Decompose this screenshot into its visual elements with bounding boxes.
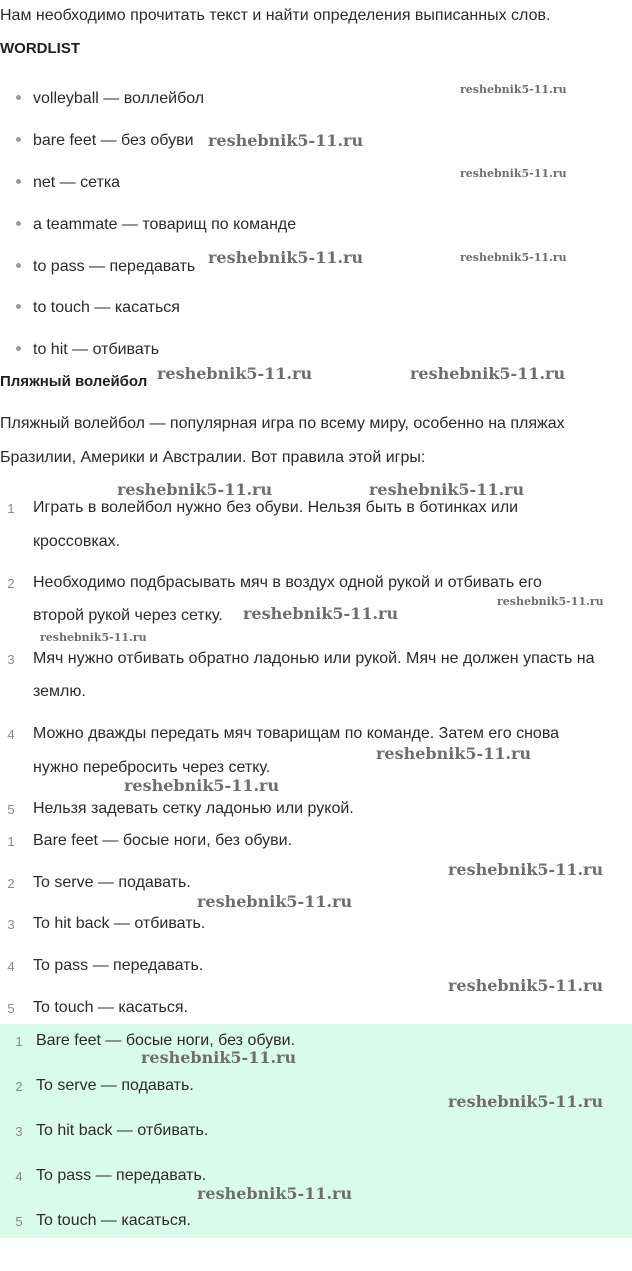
watermark: reshebnik5-11.ru <box>497 595 604 608</box>
list-number: 1 <box>7 834 15 849</box>
answer-item: To hit back — отбивать. <box>36 1122 209 1139</box>
list-number: 3 <box>7 652 15 667</box>
watermark: reshebnik5-11.ru <box>369 480 525 499</box>
wordlist-item: net — сетка <box>16 174 120 192</box>
list-number: 1 <box>7 501 15 516</box>
wordlist-item: volleyball — воллейбол <box>16 90 204 108</box>
list-number: 2 <box>7 876 15 891</box>
watermark: reshebnik5-11.ru <box>376 744 532 763</box>
watermark: reshebnik5-11.ru <box>448 976 604 995</box>
rule-item: Играть в волейбол нужно без обуви. Нельзя быть в ботинках или <box>33 499 519 516</box>
watermark: reshebnik5-11.ru <box>448 860 604 879</box>
answer-item: To pass — передавать. <box>33 957 204 974</box>
watermark: reshebnik5-11.ru <box>460 251 567 264</box>
rule-item: Нельзя задевать сетку ладонью или рукой. <box>33 800 354 817</box>
wordlist-item: to pass — передавать <box>16 258 195 276</box>
answer-item: Bare feet — босые ноги, без обуви. <box>36 1032 296 1049</box>
list-number: 1 <box>15 1034 23 1049</box>
rule-item: Мяч нужно отбивать обратно ладонью или рукой. Мяч не должен упасть на <box>33 650 595 667</box>
rule-item: Необходимо подбрасывать мяч в воздух одной рукой и отбивать его <box>33 574 542 591</box>
bullet-icon <box>16 304 21 309</box>
list-number: 2 <box>15 1079 23 1094</box>
bullet-icon <box>16 263 21 268</box>
rule-item-continuation: второй рукой через сетку. <box>33 607 223 624</box>
watermark: reshebnik5-11.ru <box>410 364 566 383</box>
answer-item: To hit back — отбивать. <box>33 915 206 932</box>
bullet-icon <box>16 95 21 100</box>
watermark: reshebnik5-11.ru <box>40 631 147 644</box>
watermark: reshebnik5-11.ru <box>460 83 567 96</box>
watermark: reshebnik5-11.ru <box>208 131 364 150</box>
rule-item-continuation: землю. <box>33 683 86 700</box>
answer-item: To serve — подавать. <box>36 1077 194 1094</box>
section-heading: Пляжный волейбол <box>0 373 148 390</box>
rule-item: Можно дважды передать мяч товарищам по команде. Затем его снова <box>33 725 560 742</box>
rule-item-continuation: нужно перебросить через сетку. <box>33 759 271 776</box>
answer-item: Bare feet — босые ноги, без обуви. <box>33 832 293 849</box>
bullet-icon <box>16 179 21 184</box>
wordlist-item: to touch — касаться <box>16 299 180 317</box>
answer-item: To pass — передавать. <box>36 1167 207 1184</box>
watermark: reshebnik5-11.ru <box>448 1092 604 1111</box>
list-number: 5 <box>7 802 15 817</box>
watermark: reshebnik5-11.ru <box>117 480 273 499</box>
watermark: reshebnik5-11.ru <box>460 167 567 180</box>
wordlist-item: to hit — отбивать <box>16 341 159 359</box>
bullet-icon <box>16 221 21 226</box>
highlighted-answer-block <box>0 1024 632 1238</box>
list-number: 2 <box>7 576 15 591</box>
watermark: reshebnik5-11.ru <box>124 776 280 795</box>
wordlist-item: a teammate — товарищ по команде <box>16 216 296 234</box>
list-number: 3 <box>7 917 15 932</box>
answer-item: To touch — касаться. <box>36 1212 191 1229</box>
bullet-icon <box>16 137 21 142</box>
list-number: 4 <box>7 959 15 974</box>
answer-item: To serve — подавать. <box>33 874 191 891</box>
watermark: reshebnik5-11.ru <box>197 892 353 911</box>
watermark: reshebnik5-11.ru <box>141 1048 297 1067</box>
watermark: reshebnik5-11.ru <box>157 364 313 383</box>
list-number: 5 <box>15 1214 23 1229</box>
list-number: 5 <box>7 1001 15 1016</box>
watermark: reshebnik5-11.ru <box>208 248 364 267</box>
list-number: 4 <box>7 727 15 742</box>
wordlist-item: bare feet — без обуви <box>16 132 194 150</box>
wordlist-heading: WORDLIST <box>0 40 80 57</box>
paragraph-line: Пляжный волейбол — популярная игра по всему миру, особенно на пляжах <box>0 415 565 432</box>
answer-item: To touch — касаться. <box>33 999 188 1016</box>
list-number: 4 <box>15 1169 23 1184</box>
intro-text: Нам необходимо прочитать текст и найти определения выписанных слов. <box>0 7 551 24</box>
bullet-icon <box>16 346 21 351</box>
watermark: reshebnik5-11.ru <box>197 1184 353 1203</box>
watermark: reshebnik5-11.ru <box>243 604 399 623</box>
rule-item-continuation: кроссовках. <box>33 533 121 550</box>
list-number: 3 <box>15 1124 23 1139</box>
paragraph-line: Бразилии, Америки и Австралии. Вот правила этой игры: <box>0 449 426 466</box>
